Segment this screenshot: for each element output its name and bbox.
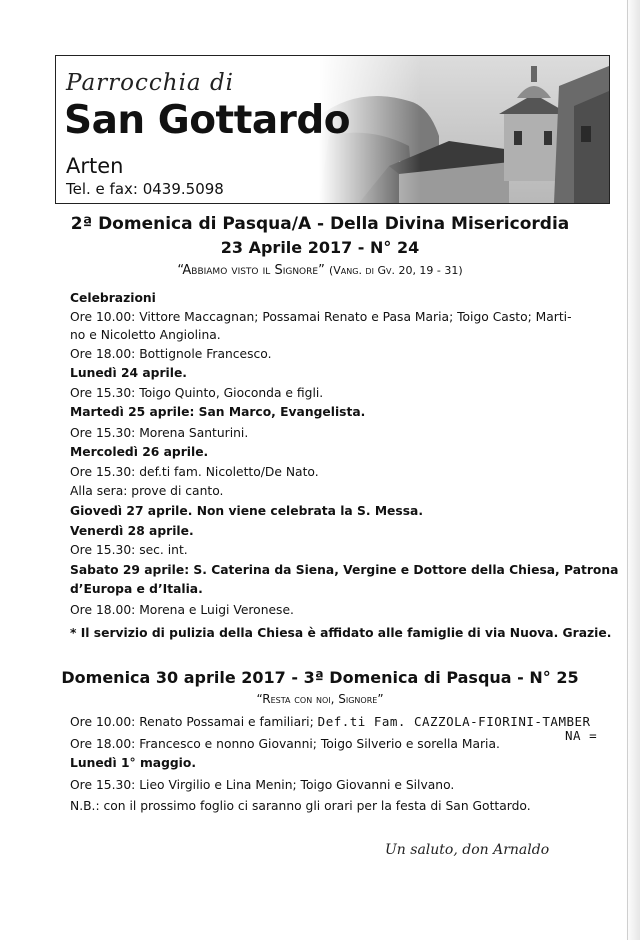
page-edge-line — [627, 0, 628, 940]
parish-name: San Gottardo — [64, 98, 351, 143]
church-photo — [319, 56, 609, 203]
mass-entry: Ore 15.30: sec. int. — [70, 543, 188, 557]
day-heading: Lunedì 1° maggio. — [70, 756, 197, 770]
handwritten-note-continued: NA = — [565, 728, 598, 743]
header-box — [55, 55, 610, 204]
cleaning-note — [70, 625, 611, 641]
gospel-quote — [0, 263, 640, 278]
mass-entry: Ore 18.00: Bottignole Francesco. — [70, 347, 272, 361]
day-heading: Giovedì 27 aprile. Non viene celebrata la S. Messa. — [70, 504, 424, 518]
parish-town: Arten — [66, 154, 124, 178]
page-edge — [626, 0, 640, 940]
mass-entry: Ore 10.00: Vittore Maccagnan; Possamai Renato e Pasa Maria; Toigo Casto; Marti- — [70, 310, 572, 324]
day-heading: d’Europa e d’Italia. — [70, 582, 203, 596]
mass-entry: Ore 18.00: Morena e Luigi Veronese. — [70, 603, 294, 617]
day-heading: Lunedì 24 aprile. — [70, 366, 187, 380]
mass-entry — [70, 714, 591, 730]
parish-label: Parrocchia di — [66, 70, 235, 96]
mass-entry: Ore 15.30: Toigo Quinto, Gioconda e figli. — [70, 386, 324, 400]
mass-entry: Ore 15.30: Morena Santurini. — [70, 426, 249, 440]
mass-entry: Alla sera: prove di canto. — [70, 484, 224, 498]
quote-text: “Abbiamo visto il Signore” — [177, 263, 325, 278]
mass-entry-text: Ore 10.00: Renato Possamai e familiari; — [70, 715, 314, 729]
parish-phone: Tel. e fax: 0439.5098 — [66, 180, 224, 198]
week2-title: Domenica 30 aprile 2017 - 3ª Domenica di Pasqua - N° 25 — [61, 668, 579, 687]
mass-entry: Ore 18.00: Francesco e nonno Giovanni; Toigo Silverio e sorella Maria. — [70, 737, 500, 751]
mass-entry: Ore 15.30: def.ti fam. Nicoletto/De Nato. — [70, 465, 319, 479]
week2-quote: “Resta con noi, Signore” — [256, 692, 384, 706]
day-heading: Sabato 29 aprile: S. Caterina da Siena, Vergine e Dottore della Chiesa, Patrona — [70, 563, 619, 577]
note-text: * Il servizio di pulizia della Chiesa è affidato alle famiglie di via Nuova. Grazie. — [70, 626, 612, 640]
handwritten-note: Def.ti Fam. CAZZOLA-FIORINI-TAMBER — [317, 714, 591, 729]
bulletin-title: 2ª Domenica di Pasqua/A - Della Divina Misericordia — [70, 214, 570, 234]
section-heading: Celebrazioni — [70, 291, 156, 305]
day-heading: Mercoledì 26 aprile. — [70, 445, 209, 459]
mass-entry: no e Nicoletto Angiolina. — [70, 328, 221, 342]
mass-entry: Ore 15.30: Lieo Virgilio e Lina Menin; Toigo Giovanni e Silvano. — [70, 778, 455, 792]
day-heading: Martedì 25 aprile: San Marco, Evangelista. — [70, 405, 366, 419]
quote-reference: (Vang. di Gv. 20, 19 - 31) — [328, 264, 463, 277]
nb-note: N.B.: con il prossimo foglio ci saranno gli orari per la festa di San Gottardo. — [70, 799, 531, 813]
bulletin-date: 23 Aprile 2017 - N° 24 — [220, 238, 420, 257]
signature: Un saluto, don Arnaldo — [385, 842, 550, 858]
day-heading: Venerdì 28 aprile. — [70, 524, 194, 538]
